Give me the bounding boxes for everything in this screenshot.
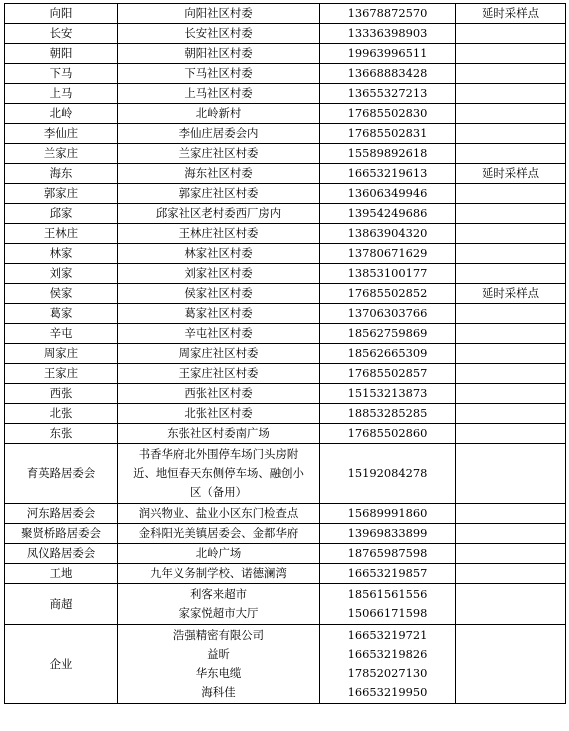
phone-cell: 17685502857 xyxy=(320,364,456,384)
site-cell: 北岭广场 xyxy=(118,544,320,564)
phone-cell xyxy=(320,625,456,704)
site-cell: 上马社区村委 xyxy=(118,84,320,104)
site-cell xyxy=(118,584,320,625)
area-cell: 刘家 xyxy=(5,264,118,284)
site-line: 海科佳 xyxy=(201,685,236,699)
note-cell xyxy=(456,44,566,64)
area-cell: 周家庄 xyxy=(5,344,118,364)
area-cell: 企业 xyxy=(5,625,118,704)
phone-cell: 16653219857 xyxy=(320,564,456,584)
note-cell xyxy=(456,124,566,144)
note-cell xyxy=(456,104,566,124)
phone-line: 15066171598 xyxy=(347,606,428,620)
site-line: 华东电缆 xyxy=(195,666,242,680)
site-line: 益昕 xyxy=(207,647,230,661)
note-cell xyxy=(456,584,566,625)
note-cell xyxy=(456,64,566,84)
phone-cell xyxy=(320,584,456,625)
table-body xyxy=(5,4,566,704)
note-cell xyxy=(456,204,566,224)
note-cell xyxy=(456,224,566,244)
site-cell: 北张社区村委 xyxy=(118,404,320,424)
phone-cell: 16653219613 xyxy=(320,164,456,184)
phone-cell: 13336398903 xyxy=(320,24,456,44)
site-cell: 海东社区村委 xyxy=(118,164,320,184)
table-row-qiye xyxy=(5,625,566,704)
site-line: 浩强精密有限公司 xyxy=(172,628,265,642)
area-cell: 西张 xyxy=(5,384,118,404)
phone-cell: 13954249686 xyxy=(320,204,456,224)
phone-cell: 18562665309 xyxy=(320,344,456,364)
phone-cell: 15192084278 xyxy=(320,444,456,504)
table-row xyxy=(5,344,566,364)
phone-cell: 15689991860 xyxy=(320,504,456,524)
area-cell: 河东路居委会 xyxy=(5,504,118,524)
site-cell: 九年义务制学校、诺德澜湾 xyxy=(118,564,320,584)
table-row xyxy=(5,304,566,324)
site-cell: 朝阳社区村委 xyxy=(118,44,320,64)
phone-cell: 13668883428 xyxy=(320,64,456,84)
area-cell: 北张 xyxy=(5,404,118,424)
phone-cell: 17685502852 xyxy=(320,284,456,304)
phone-cell: 17685502831 xyxy=(320,124,456,144)
note-cell xyxy=(456,404,566,424)
phone-cell: 18765987598 xyxy=(320,544,456,564)
note-cell xyxy=(456,564,566,584)
table-row xyxy=(5,244,566,264)
area-cell: 侯家 xyxy=(5,284,118,304)
site-cell: 长安社区村委 xyxy=(118,24,320,44)
phone-line: 16653219826 xyxy=(347,647,428,661)
table-row xyxy=(5,124,566,144)
phone-cell: 18562759869 xyxy=(320,324,456,344)
area-cell: 东张 xyxy=(5,424,118,444)
phone-cell: 17685502860 xyxy=(320,424,456,444)
note-cell: 延时采样点 xyxy=(456,4,566,24)
site-cell: 周家庄社区村委 xyxy=(118,344,320,364)
table-row xyxy=(5,284,566,304)
area-cell: 北岭 xyxy=(5,104,118,124)
table-row xyxy=(5,44,566,64)
area-cell: 育英路居委会 xyxy=(5,444,118,504)
site-cell: 金科阳光美镇居委会、金都华府 xyxy=(118,524,320,544)
table-row xyxy=(5,184,566,204)
phone-cell: 13780671629 xyxy=(320,244,456,264)
site-cell: 书香华府北外围停车场门头房附近、地恒春天东侧停车场、融创小区（备用） xyxy=(118,444,320,504)
area-cell: 王林庄 xyxy=(5,224,118,244)
note-cell xyxy=(456,144,566,164)
site-cell: 林家社区村委 xyxy=(118,244,320,264)
note-cell xyxy=(456,264,566,284)
site-cell: 李仙庄居委会内 xyxy=(118,124,320,144)
area-cell: 郭家庄 xyxy=(5,184,118,204)
site-cell: 东张社区村委南广场 xyxy=(118,424,320,444)
table-row xyxy=(5,144,566,164)
table-row xyxy=(5,4,566,24)
note-cell xyxy=(456,244,566,264)
site-cell: 润兴物业、盐业小区东门检查点 xyxy=(118,504,320,524)
site-line: 利客来超市 xyxy=(190,587,247,601)
site-cell: 邱家社区老村委西厂房内 xyxy=(118,204,320,224)
site-cell: 兰家庄社区村委 xyxy=(118,144,320,164)
area-cell: 邱家 xyxy=(5,204,118,224)
note-cell xyxy=(456,524,566,544)
phone-cell: 13853100177 xyxy=(320,264,456,284)
site-cell: 郭家庄社区村委 xyxy=(118,184,320,204)
phone-cell: 13655327213 xyxy=(320,84,456,104)
area-cell: 下马 xyxy=(5,64,118,84)
table-row xyxy=(5,384,566,404)
note-cell xyxy=(456,504,566,524)
note-cell xyxy=(456,625,566,704)
phone-line: 16653219950 xyxy=(347,685,428,699)
area-cell: 工地 xyxy=(5,564,118,584)
area-cell: 聚贤桥路居委会 xyxy=(5,524,118,544)
phone-cell: 15153213873 xyxy=(320,384,456,404)
table-row xyxy=(5,324,566,344)
note-cell xyxy=(456,424,566,444)
note-cell xyxy=(456,304,566,324)
table-row xyxy=(5,524,566,544)
table-row xyxy=(5,424,566,444)
note-cell xyxy=(456,384,566,404)
area-cell: 朝阳 xyxy=(5,44,118,64)
table-row xyxy=(5,264,566,284)
note-cell xyxy=(456,544,566,564)
table-row xyxy=(5,24,566,44)
table-row xyxy=(5,224,566,244)
site-cell: 王林庄社区村委 xyxy=(118,224,320,244)
phone-cell: 13606349946 xyxy=(320,184,456,204)
phone-cell: 13678872570 xyxy=(320,4,456,24)
site-cell: 王家庄社区村委 xyxy=(118,364,320,384)
phone-cell: 13863904320 xyxy=(320,224,456,244)
table-row xyxy=(5,564,566,584)
site-cell: 侯家社区村委 xyxy=(118,284,320,304)
area-cell: 兰家庄 xyxy=(5,144,118,164)
area-cell: 凤仪路居委会 xyxy=(5,544,118,564)
table-row xyxy=(5,84,566,104)
site-cell: 向阳社区村委 xyxy=(118,4,320,24)
phone-line: 16653219721 xyxy=(347,628,428,642)
note-cell: 延时采样点 xyxy=(456,284,566,304)
note-cell xyxy=(456,324,566,344)
table-row xyxy=(5,544,566,564)
site-cell: 葛家社区村委 xyxy=(118,304,320,324)
table-row xyxy=(5,364,566,384)
table-row-shangchao xyxy=(5,584,566,625)
phone-cell: 15589892618 xyxy=(320,144,456,164)
table-row xyxy=(5,104,566,124)
table-row-yuying xyxy=(5,444,566,504)
area-cell: 葛家 xyxy=(5,304,118,324)
phone-cell: 13969833899 xyxy=(320,524,456,544)
note-cell xyxy=(456,444,566,504)
site-line: 家家悦超市大厅 xyxy=(178,606,259,620)
site-cell: 下马社区村委 xyxy=(118,64,320,84)
note-cell xyxy=(456,184,566,204)
note-cell: 延时采样点 xyxy=(456,164,566,184)
area-cell: 辛屯 xyxy=(5,324,118,344)
table-row xyxy=(5,204,566,224)
note-cell xyxy=(456,364,566,384)
phone-cell: 17685502830 xyxy=(320,104,456,124)
sampling-sites-table xyxy=(4,3,566,704)
area-cell: 王家庄 xyxy=(5,364,118,384)
area-cell: 海东 xyxy=(5,164,118,184)
site-cell: 辛屯社区村委 xyxy=(118,324,320,344)
phone-line: 18561561556 xyxy=(347,587,428,601)
area-cell: 李仙庄 xyxy=(5,124,118,144)
area-cell: 向阳 xyxy=(5,4,118,24)
site-cell: 西张社区村委 xyxy=(118,384,320,404)
site-cell: 北岭新村 xyxy=(118,104,320,124)
site-cell: 刘家社区村委 xyxy=(118,264,320,284)
note-cell xyxy=(456,24,566,44)
phone-cell: 13706303766 xyxy=(320,304,456,324)
phone-cell: 19963996511 xyxy=(320,44,456,64)
table-row xyxy=(5,404,566,424)
table-row xyxy=(5,64,566,84)
table-row xyxy=(5,504,566,524)
phone-line: 17852027130 xyxy=(347,666,428,680)
area-cell: 上马 xyxy=(5,84,118,104)
area-cell: 林家 xyxy=(5,244,118,264)
note-cell xyxy=(456,84,566,104)
note-cell xyxy=(456,344,566,364)
phone-cell: 18853285285 xyxy=(320,404,456,424)
area-cell: 商超 xyxy=(5,584,118,625)
area-cell: 长安 xyxy=(5,24,118,44)
site-cell xyxy=(118,625,320,704)
table-row xyxy=(5,164,566,184)
